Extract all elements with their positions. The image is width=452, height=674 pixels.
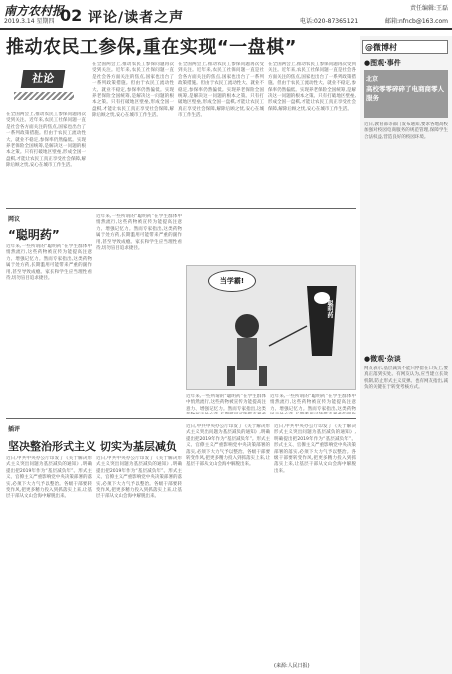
article-title: “聪明药”: [8, 228, 60, 242]
article-body-col-3: 近日,中共中央办公厅印发了《关于解决形式主义突出问题为基层减负的通知》,明确提出把2019年作为“基层减负年”。形式主义、官僚主义严重影响党中央决策部署的落实,必须下大力气予以整治。各级干部要转变作风,把更多精力投入到抓落实上来,让基层干部从文山会海中解脱出来。: [186, 424, 270, 468]
article-byline: (来源:人民日报): [274, 663, 310, 669]
newspaper-logo: 南方农村报: [4, 4, 65, 18]
article-body-col-4: 近年来,一些所谓的“聪明药”在学生群体中悄然流行,这些药物被宣传为能提高注意力、增强记忆力。然而专家指出,这类药物: [270, 394, 356, 412]
main-body-col-1: 在全国两会上,推动农民工参保问题再次受到关注。近年来,农民工社保问题一直是社会各方面关注的焦点,国家也出台了一系列政策措施。但由于农民工流动性大、就业不稳定,参保率仍然偏低。实现养老保险全国统筹,是解决这一问题的根本之策。只有打破地区壁垒,形成全国一盘棋,才能让农民工真正享受社会保障,解除后顾之忧,安心在城市工作生活。: [6, 112, 86, 169]
editorial-stripe: [14, 92, 74, 100]
email-address: 邮箱:nfncb@163.com: [384, 18, 448, 25]
editorial-tag: 社论: [21, 70, 66, 88]
article-body-col-3: 近年来,一些所谓的“聪明药”在学生群体中悄然流行,这些药物被宣传为能提高注意力、增强记忆力。然而专家指出,这类: [186, 394, 266, 412]
main-headline: 推动农民工参保,重在实现“一盘棋”: [6, 37, 297, 58]
issue-date: 2019.3.14 星期四: [4, 18, 55, 25]
article-body-col-1: 近日,中共中央办公厅印发了《关于解决形式主义突出问题为基层减负的通知》,明确提出把2019年作为“基层减负年”。形式主义、官僚主义严重影响党中央决策部署的落实,必须下大力气予以整治。各级干部要转变作风,把更多精力投入到抓落实上来,让基层干部从文山会海中解脱出来。: [6, 456, 92, 500]
article-body-col-1: 近年来,一些所谓的“聪明药”在学生群体中悄然流行,这些药物被宣传为能提高注意力、增强记忆力。然而专家指出,这类药物属于处方药,长期滥用可能带来严重的副作用,甚至导致成瘾。家长和学生应当理性看待,切勿盲目追求捷径。: [6, 244, 92, 282]
article-body-col-2: 近日,中共中央办公厅印发了《关于解决形式主义突出问题为基层减负的通知》,明确提出把2019年作为“基层减负年”。形式主义、官僚主义严重影响党中央决策部署的落实,必须下大力气予以整治。各级干部要转变作风,把更多精力投入到抓落实上来,让基层干部从文山会海中解脱出来。: [96, 456, 182, 500]
editor-name: 责任编辑:王磊: [409, 5, 448, 12]
article-title: 坚决整治形式主义 切实为基层减负: [8, 440, 177, 453]
cartoon-label: 聪明药: [326, 300, 333, 318]
main-body-col-4: 在全国两会上,推动农民工参保问题再次受到关注。近年来,农民工社保问题一直是社会各方面关注的焦点,国家也出台了一系列政策措施。但由于农民工流动性大、就业不稳定,参保率仍然偏低。实现养老保险全国统筹,是解决这一问题的根本之策。只有打破地区壁垒,形成全国一盘棋,才能让农民工真正享受社会保障,解除后顾之忧,安心在城市工作生活。: [268, 62, 356, 112]
news-body: 近日,教育部等部门发布通知,要求各地高校加强对校园电商服务的规范管理,保障学生合法权益,营造良好的校园环境。: [364, 122, 448, 140]
section-title: 评论/读者之声: [88, 10, 185, 26]
main-body-col-3: 在全国两会上,推动农民工参保问题再次受到关注。近年来,农民工社保问题一直是社会各方面关注的焦点,国家也出台了一系列政策措施。但由于农民工流动性大、就业不稳定,参保率仍然偏低。实现养老保险全国统筹,是解决这一问题的根本之策。只有打破地区壁垒,形成全国一盘棋,才能让农民工真正享受社会保障,解除后顾之忧,安心在城市工作生活。: [178, 62, 264, 119]
opinion-section-title: ●微观·杂谈: [364, 355, 401, 363]
phone-number: 电话:020-87365121: [300, 18, 359, 25]
news-location: 北京: [366, 76, 379, 83]
divider: [6, 418, 356, 419]
page-number: 02: [60, 6, 83, 25]
opinion-body: 网友表示,基层减负不能只停留在口头上,要真正落到实处。有网友认为,应当建立长效机制,防止形式主义反弹。也有网友指出,减负的关键在于转变考核方式。: [364, 366, 448, 391]
column-tag: 网议: [8, 216, 21, 223]
article-body-col-4: 近日,中共中央办公厅印发了《关于解决形式主义突出问题为基层减负的通知》,明确提出把2019年作为“基层减负年”。形式主义、官僚主义严重影响党中央决策部署的落实,必须下大力气予以整治。各级干部要转变作风,把更多精力投入到抓落实上来,让基层干部从文山会海中解脱出来。: [274, 424, 356, 474]
speech-bubble: 当学霸!: [208, 270, 256, 292]
news-title: 高校零零碎碎了电商商零人服务: [366, 85, 444, 102]
article-body-col-2: 近年来,一些所谓的“聪明药”在学生群体中悄然流行,这些药物被宣传为能提高注意力、增强记忆力。然而专家指出,这类药物属于处方药,长期滥用可能带来严重的副作用,甚至导致成瘾。家长和学生应当理性看待,切勿盲目追求捷径。: [96, 214, 182, 252]
divider: [6, 208, 356, 209]
column-tag: 插评: [8, 426, 21, 433]
sidebar-header: @微博村: [362, 40, 448, 54]
news-section-title: ●图观·事件: [364, 59, 401, 67]
main-body-col-2: 在全国两会上,推动农民工参保问题再次受到关注。近年来,农民工社保问题一直是社会各方面关注的焦点,国家也出台了一系列政策措施。但由于农民工流动性大、就业不稳定,参保率仍然偏低。实现养老保险全国统筹,是解决这一问题的根本之策。只有打破地区壁垒,形成全国一盘棋,才能让农民工真正享受社会保障,解除后顾之忧,安心在城市工作生活。: [92, 62, 174, 119]
